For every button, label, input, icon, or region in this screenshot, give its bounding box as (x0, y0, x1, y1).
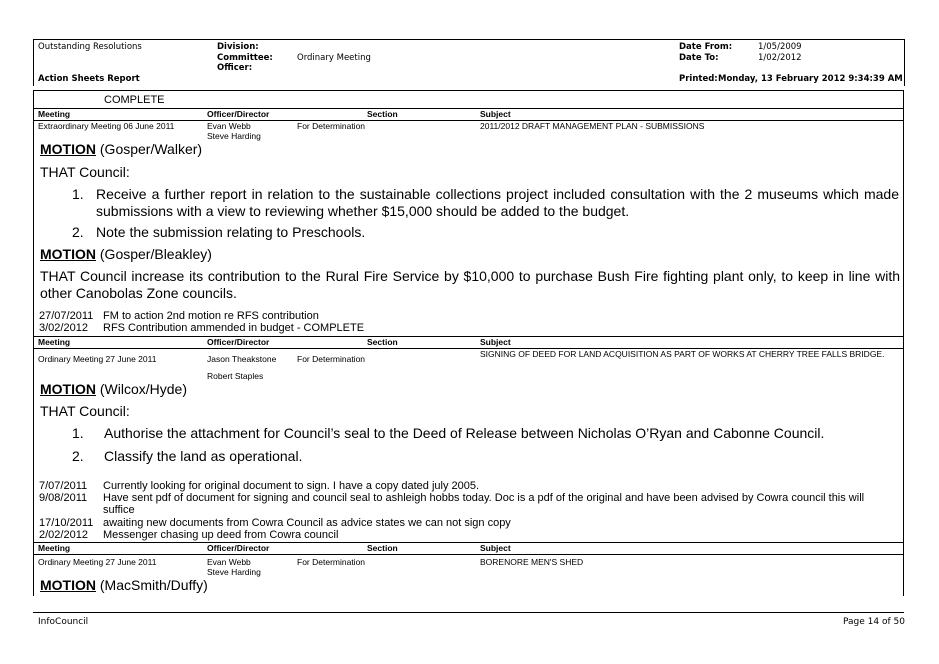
item-subject: BORENORE MEN'S SHED (480, 557, 584, 567)
item-meeting: Ordinary Meeting 27 June 2011 (38, 557, 157, 567)
motion-text: THAT Council increase its contribution to the Rural Fire Service by $10,000 to purchase Bush Fire fighting plant only, to keep in line with other Canobolas Zone councils. (40, 268, 900, 301)
officer-label: Officer: (217, 63, 253, 73)
item-section: For Determination (297, 557, 366, 567)
motion-heading (40, 381, 187, 397)
action-note (39, 310, 899, 322)
resolution-section (33, 542, 904, 596)
col-subject: Subject (480, 337, 511, 347)
item-section: For Determination (297, 354, 366, 364)
motion-label: MOTION (40, 381, 96, 397)
col-officer: Officer/Director (207, 337, 270, 347)
point-text: Classify the land as operational. (104, 448, 303, 464)
col-section: Section (367, 109, 398, 119)
status-complete: COMPLETE (104, 94, 165, 106)
point-text: Receive a further report in relation to the sustainable collections project included consultation with the 2 museums which made submissions with a view to reviewing whether $15,000 should be added to the budget. (96, 186, 899, 219)
motion-label: MOTION (40, 246, 96, 262)
footer-left: InfoCouncil (38, 617, 89, 627)
note-text: awaiting new documents from Cowra Council as advice states we can not sign copy (103, 517, 511, 529)
col-subject: Subject (480, 543, 511, 553)
date-from-value: 1/05/2009 (758, 42, 802, 52)
col-subject: Subject (480, 109, 511, 119)
motion-heading (40, 141, 202, 157)
point-number: 1. (72, 425, 84, 441)
column-header-row (34, 543, 903, 555)
that-council: THAT Council: (40, 403, 130, 419)
motion-movers: (Gosper/Walker) (96, 141, 203, 157)
col-section: Section (367, 543, 398, 553)
note-text: Currently looking for original document to sign. I have a copy dated july 2005. (103, 480, 480, 492)
division-label: Division: (217, 42, 259, 52)
report-type: Outstanding Resolutions (38, 42, 142, 52)
col-officer: Officer/Director (207, 109, 270, 119)
printed-value: Monday, 13 February 2012 9:34:39 AM (718, 74, 903, 84)
motion-movers: (Wilcox/Hyde) (96, 381, 188, 397)
committee-label: Committee: (217, 53, 273, 63)
motion-movers: (MacSmith/Duffy) (96, 577, 208, 593)
committee-value: Ordinary Meeting (297, 53, 371, 63)
item-officer-2: Steve Harding (207, 567, 261, 577)
report-name: Action Sheets Report (38, 74, 140, 84)
note-date: 7/07/2011 (39, 480, 88, 492)
note-text: Messenger chasing up deed from Cowra council (103, 529, 339, 541)
note-date: 9/08/2011 (39, 492, 88, 504)
item-meeting: Ordinary Meeting 27 June 2011 (38, 354, 157, 364)
note-text: Have sent pdf of document for signing and council seal to ashleigh hobbs today. Doc is a pdf of the original and have been advised by Cowra council this will suffice (103, 492, 865, 516)
resolution-section (33, 336, 904, 543)
action-note (39, 529, 899, 541)
footer-rule (33, 612, 904, 613)
printed-label: Printed: (679, 74, 718, 84)
point-number: 2. (72, 224, 84, 240)
item-officer: Evan Webb (207, 121, 251, 131)
action-note (39, 322, 899, 334)
resolution-section (33, 90, 904, 337)
note-date: 17/10/2011 (39, 517, 94, 529)
note-date: 2/02/2012 (39, 529, 88, 541)
motion-label: MOTION (40, 577, 96, 593)
action-note (39, 480, 899, 492)
column-header-row (34, 337, 903, 349)
item-subject: SIGNING OF DEED FOR LAND ACQUISITION AS PART OF WORKS AT CHERRY TREE FALLS BRIDGE. (480, 349, 885, 359)
motion-heading (40, 577, 208, 593)
point-text: Authorise the attachment for Council’s seal to the Deed of Release between Nicholas O’Ryan and Cabonne Council. (104, 425, 825, 441)
item-officer-2: Steve Harding (207, 131, 261, 141)
action-note (39, 517, 899, 529)
note-text: RFS Contribution ammended in budget - COMPLETE (103, 322, 365, 334)
note-text: FM to action 2nd motion re RFS contribution (103, 310, 319, 322)
item-section: For Determination (297, 121, 366, 131)
date-to-label: Date To: (679, 53, 719, 63)
col-section: Section (367, 337, 398, 347)
date-to-value: 1/02/2012 (758, 53, 802, 63)
motion-label: MOTION (40, 141, 96, 157)
point-number: 2. (72, 448, 84, 464)
col-officer: Officer/Director (207, 543, 270, 553)
col-meeting: Meeting (38, 337, 71, 347)
that-council: THAT Council: (40, 164, 130, 180)
item-officer: Evan Webb (207, 557, 251, 567)
column-header-row (34, 108, 903, 121)
point-text: Note the submission relating to Preschools. (96, 224, 366, 240)
note-date: 27/07/2011 (39, 310, 94, 322)
action-note (39, 492, 899, 516)
point-number: 1. (72, 186, 84, 202)
item-meeting: Extraordinary Meeting 06 June 2011 (38, 121, 175, 131)
date-from-label: Date From: (679, 42, 733, 52)
col-meeting: Meeting (38, 543, 71, 553)
motion-heading (40, 246, 212, 262)
item-officer-2: Robert Staples (207, 371, 264, 381)
item-subject: 2011/2012 DRAFT MANAGEMENT PLAN - SUBMISSIONS (480, 121, 705, 131)
page-number: Page 14 of 50 (843, 617, 905, 627)
motion-movers: (Gosper/Bleakley) (96, 246, 212, 262)
item-officer: Jason Theakstone (207, 354, 277, 364)
note-date: 3/02/2012 (39, 322, 88, 334)
col-meeting: Meeting (38, 109, 71, 119)
